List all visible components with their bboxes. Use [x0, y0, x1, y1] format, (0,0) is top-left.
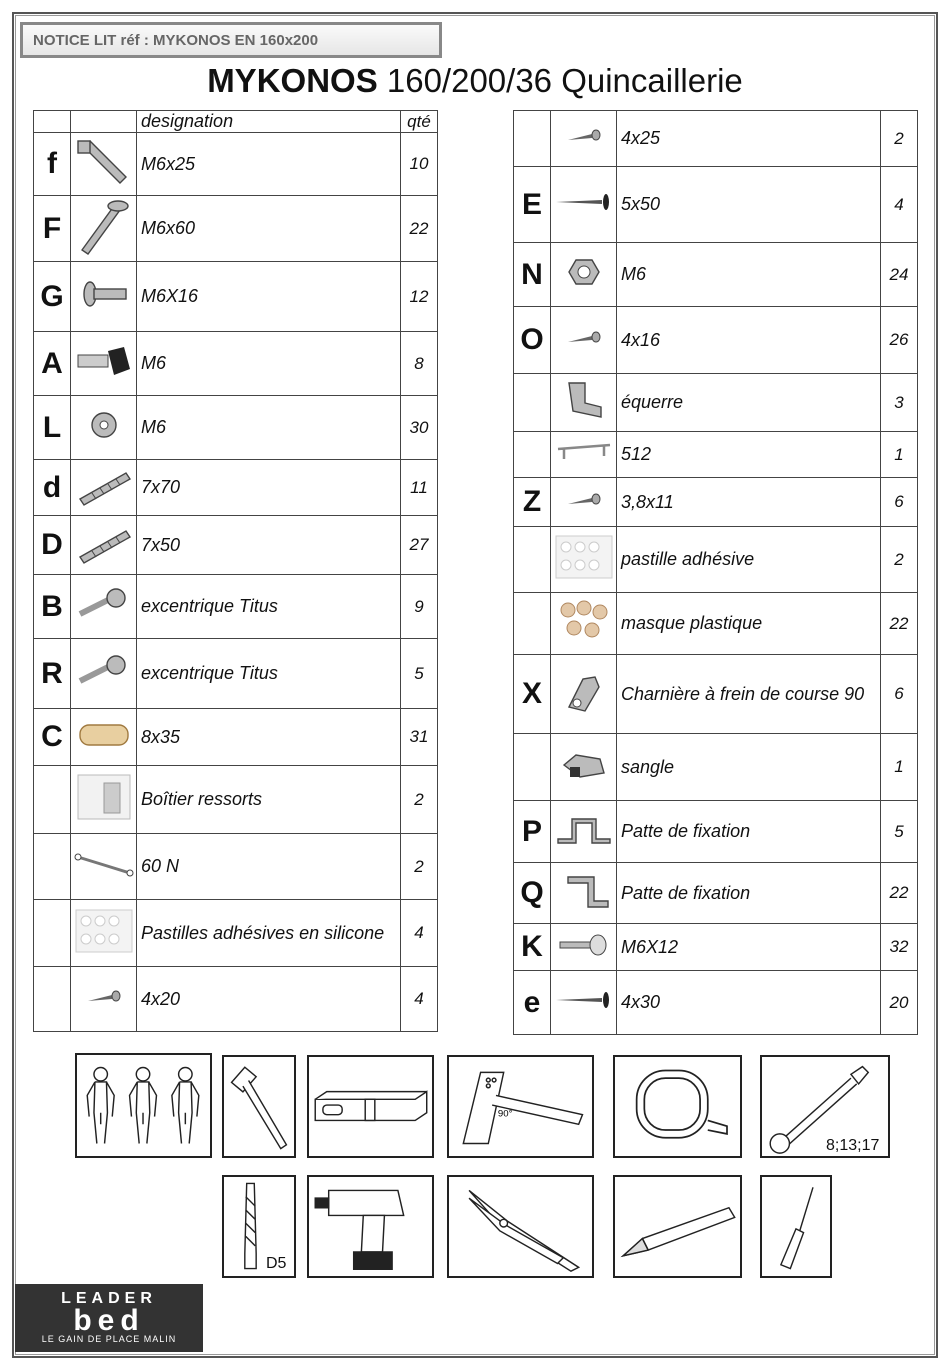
part-quantity: 22 — [881, 593, 918, 655]
hinge-icon — [551, 655, 617, 734]
table-row — [514, 971, 918, 1035]
part-letter: A — [34, 332, 71, 396]
part-designation: 8x35 — [137, 709, 401, 766]
table-row — [34, 967, 438, 1032]
table-row — [34, 133, 438, 196]
part-quantity: 20 — [881, 971, 918, 1035]
dowel-icon — [71, 709, 137, 766]
part-designation: M6X16 — [137, 262, 401, 332]
part-letter: R — [34, 639, 71, 709]
screwdriver-icon — [760, 1175, 832, 1278]
table-row — [514, 111, 918, 167]
part-designation: M6 — [617, 243, 881, 307]
part-letter — [514, 111, 551, 167]
part-designation: M6x25 — [137, 133, 401, 196]
part-letter: D — [34, 516, 71, 575]
pads-icon — [551, 527, 617, 593]
bracket-icon — [551, 801, 617, 863]
part-designation: 60 N — [137, 834, 401, 900]
table-row — [514, 432, 918, 478]
part-letter: K — [514, 924, 551, 971]
part-quantity: 10 — [401, 133, 438, 196]
leaderbed-logo — [15, 1284, 203, 1352]
part-quantity: 2 — [881, 111, 918, 167]
drill-icon — [307, 1175, 434, 1278]
part-designation: 5x50 — [617, 167, 881, 243]
part-letter: O — [514, 307, 551, 374]
notice-banner: NOTICE LIT réf : MYKONOS EN 160x200 — [20, 22, 442, 58]
part-quantity: 5 — [881, 801, 918, 863]
pads-icon — [71, 900, 137, 967]
part-quantity: 11 — [401, 460, 438, 516]
caps-icon — [551, 593, 617, 655]
table-row — [514, 307, 918, 374]
part-letter: G — [34, 262, 71, 332]
table-row — [34, 262, 438, 332]
table-row — [514, 924, 918, 971]
part-designation: M6X12 — [617, 924, 881, 971]
part-quantity: 6 — [881, 478, 918, 527]
table-row — [34, 196, 438, 262]
part-quantity: 30 — [401, 396, 438, 460]
part-quantity: 2 — [881, 527, 918, 593]
small-screw-icon — [551, 307, 617, 374]
svg-text:90°: 90° — [497, 1108, 513, 1120]
part-quantity: 1 — [881, 734, 918, 801]
part-letter: N — [514, 243, 551, 307]
part-designation: 7x50 — [137, 516, 401, 575]
people-icon — [75, 1053, 212, 1158]
part-designation: M6 — [137, 332, 401, 396]
small-screw-icon — [551, 478, 617, 527]
part-letter: C — [34, 709, 71, 766]
wood-screw-icon — [551, 167, 617, 243]
part-letter — [514, 432, 551, 478]
angle-bracket-icon — [551, 374, 617, 432]
tape-measure-icon — [613, 1055, 742, 1158]
table-row — [34, 900, 438, 967]
part-designation: Patte de fixation — [617, 801, 881, 863]
part-designation: Charnière à frein de course 90 — [617, 655, 881, 734]
header-image — [71, 111, 137, 133]
barrel-nut-icon — [71, 332, 137, 396]
part-designation: 512 — [617, 432, 881, 478]
page-title — [0, 62, 950, 100]
part-quantity: 9 — [401, 575, 438, 639]
gas-spring-icon — [71, 834, 137, 900]
level-icon — [307, 1055, 434, 1158]
header-letter — [34, 111, 71, 133]
part-designation: 7x70 — [137, 460, 401, 516]
part-designation: Boîtier ressorts — [137, 766, 401, 834]
part-letter — [34, 900, 71, 967]
screw-icon — [71, 516, 137, 575]
part-quantity: 31 — [401, 709, 438, 766]
part-designation: M6x60 — [137, 196, 401, 262]
table-row — [514, 863, 918, 924]
title-rest: 160/200/36 Quincaillerie — [386, 62, 743, 99]
bolt-icon — [71, 133, 137, 196]
drill-bit-icon — [222, 1175, 296, 1278]
logo-top-text: LEADER — [61, 1290, 157, 1307]
table-row — [514, 801, 918, 863]
part-quantity: 22 — [881, 863, 918, 924]
part-quantity: 1 — [881, 432, 918, 478]
table-row — [34, 639, 438, 709]
part-letter — [514, 734, 551, 801]
table-row — [514, 593, 918, 655]
table-row — [514, 478, 918, 527]
part-letter: L — [34, 396, 71, 460]
flat-bolt-icon — [71, 262, 137, 332]
table-row — [34, 766, 438, 834]
table-row — [514, 167, 918, 243]
small-screw-icon — [71, 967, 137, 1032]
carriage-bolt-icon — [71, 196, 137, 262]
part-quantity: 26 — [881, 307, 918, 374]
part-letter: f — [34, 133, 71, 196]
part-designation: excentrique Titus — [137, 575, 401, 639]
part-quantity: 32 — [881, 924, 918, 971]
hammer-icon — [222, 1055, 296, 1158]
part-quantity: 27 — [401, 516, 438, 575]
cam-lock-icon — [71, 575, 137, 639]
pencil-icon — [613, 1175, 742, 1278]
title-model: MYKONOS — [207, 62, 378, 99]
strap-clip-icon — [551, 734, 617, 801]
part-quantity: 6 — [881, 655, 918, 734]
left-parts-table — [33, 110, 438, 1032]
table-row — [514, 374, 918, 432]
part-letter — [514, 593, 551, 655]
spring-box-icon — [71, 766, 137, 834]
part-letter: X — [514, 655, 551, 734]
z-bracket-icon — [551, 863, 617, 924]
small-screw-icon — [551, 111, 617, 167]
logo-mark: bed — [73, 1304, 145, 1337]
header-designation: designation — [137, 111, 401, 133]
part-letter — [34, 834, 71, 900]
part-letter: E — [514, 167, 551, 243]
part-letter — [34, 967, 71, 1032]
table-row — [34, 332, 438, 396]
header-row — [34, 111, 438, 133]
part-designation: Pastilles adhésives en silicone — [137, 900, 401, 967]
part-designation: 4x30 — [617, 971, 881, 1035]
wood-screw-icon — [551, 971, 617, 1035]
table-row — [34, 516, 438, 575]
part-letter: d — [34, 460, 71, 516]
part-letter — [34, 766, 71, 834]
table-row — [34, 834, 438, 900]
part-quantity: 4 — [881, 167, 918, 243]
handle-icon — [551, 432, 617, 478]
header-qty: qté — [401, 111, 438, 133]
part-quantity: 2 — [401, 766, 438, 834]
part-designation: excentrique Titus — [137, 639, 401, 709]
part-letter — [514, 527, 551, 593]
table-row — [34, 709, 438, 766]
part-designation: 4x16 — [617, 307, 881, 374]
part-designation: 4x20 — [137, 967, 401, 1032]
table-row — [514, 527, 918, 593]
part-designation: M6 — [137, 396, 401, 460]
machine-screw-icon — [551, 924, 617, 971]
table-row — [34, 396, 438, 460]
right-parts-table — [513, 110, 918, 1035]
part-designation: équerre — [617, 374, 881, 432]
part-letter: e — [514, 971, 551, 1035]
part-quantity: 24 — [881, 243, 918, 307]
part-quantity: 5 — [401, 639, 438, 709]
square-icon — [447, 1055, 594, 1158]
part-quantity: 3 — [881, 374, 918, 432]
part-letter: F — [34, 196, 71, 262]
part-designation: 3,8x11 — [617, 478, 881, 527]
table-row — [34, 575, 438, 639]
drill-bit-size: D5 — [266, 1255, 287, 1272]
logo-tagline: LE GAIN DE PLACE MALIN — [41, 1334, 177, 1344]
part-letter: Q — [514, 863, 551, 924]
part-quantity: 4 — [401, 900, 438, 967]
cam-bolt-icon — [71, 460, 137, 516]
part-quantity: 22 — [401, 196, 438, 262]
hex-nut-icon — [551, 243, 617, 307]
wrench-sizes: 8;13;17 — [826, 1137, 880, 1154]
part-letter: P — [514, 801, 551, 863]
table-row — [514, 734, 918, 801]
cam-lock-icon — [71, 639, 137, 709]
wrench-icon — [760, 1055, 890, 1158]
part-quantity: 2 — [401, 834, 438, 900]
part-designation: masque plastique — [617, 593, 881, 655]
pliers-icon — [447, 1175, 594, 1278]
part-designation: sangle — [617, 734, 881, 801]
part-designation: pastille adhésive — [617, 527, 881, 593]
part-letter: B — [34, 575, 71, 639]
part-quantity: 8 — [401, 332, 438, 396]
washer-icon — [71, 396, 137, 460]
part-designation: 4x25 — [617, 111, 881, 167]
part-quantity: 4 — [401, 967, 438, 1032]
part-quantity: 12 — [401, 262, 438, 332]
table-row — [34, 460, 438, 516]
part-designation: Patte de fixation — [617, 863, 881, 924]
part-letter: Z — [514, 478, 551, 527]
table-row — [514, 655, 918, 734]
table-row — [514, 243, 918, 307]
part-letter — [514, 374, 551, 432]
